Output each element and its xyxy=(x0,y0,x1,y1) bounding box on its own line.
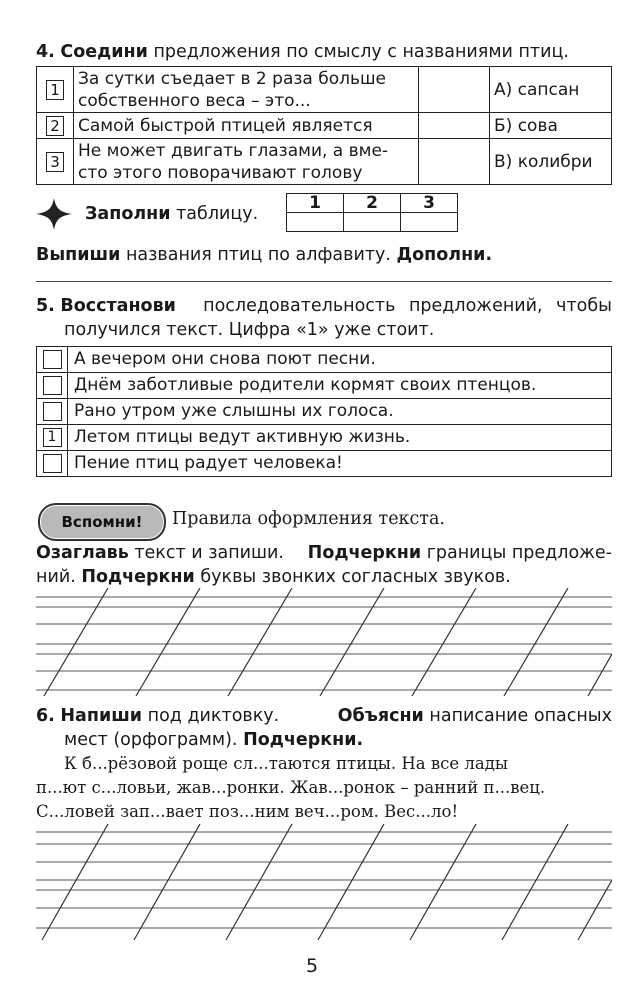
write-text: названия птиц по алфавиту. xyxy=(125,245,391,265)
task5-heading xyxy=(36,294,612,318)
answer-header: 1 xyxy=(287,194,344,213)
task6-line2-pre: мест (орфограмм). xyxy=(64,730,238,750)
task6-heading xyxy=(36,704,612,728)
task5-instruction-line1 xyxy=(36,541,612,565)
sequence-sentence: Летом птицы ведут активную жизнь. xyxy=(68,425,612,451)
match-blank-cell[interactable] xyxy=(419,113,490,139)
task5-verb: Восстанови xyxy=(60,296,176,316)
sequence-table xyxy=(36,346,612,477)
sequence-sentence: Рано утром уже слышны их голоса. xyxy=(68,399,612,425)
match-answer: Б) сова xyxy=(490,113,612,139)
match-sentence-line: сто этого поворачивают голову xyxy=(78,162,363,183)
underline-text: границы предложе- xyxy=(426,543,612,563)
answer-cell[interactable] xyxy=(401,213,458,232)
fill-text: таблицу. xyxy=(176,204,259,224)
match-sentence-line: Не может двигать глазами, а вме- xyxy=(78,140,389,161)
task5-text: последовательность предложений, чтобы xyxy=(203,296,612,316)
answer-table xyxy=(286,193,458,232)
order-box[interactable] xyxy=(43,402,62,421)
fill-verb: Заполни xyxy=(85,204,171,224)
remember-text: Правила оформления текста. xyxy=(172,509,445,529)
task6-rest: написание опасных xyxy=(429,706,612,726)
task6-verb2: Объясни xyxy=(337,706,424,726)
sequence-row xyxy=(37,425,612,451)
match-sentence-line: Самой быстрой птицей является xyxy=(78,115,373,136)
title-verb: Озаглавь xyxy=(36,543,129,563)
answer-cell[interactable] xyxy=(344,213,401,232)
sequence-sentence: Днём заботливые родители кормят своих птенцов. xyxy=(68,373,612,399)
dictation-line: С...ловей зап...вает поз...ним веч...ром. Вес...ло! xyxy=(36,802,459,821)
task4-number: 4. xyxy=(36,42,55,62)
match-sentence-line: собственного веса – это... xyxy=(78,90,311,111)
task6-number: 6. xyxy=(36,706,55,726)
order-box[interactable] xyxy=(43,350,62,369)
task6-line2-verb: Подчеркни. xyxy=(243,730,364,750)
answer-cell[interactable] xyxy=(287,213,344,232)
match-answer: В) колибри xyxy=(490,139,612,185)
match-row-2 xyxy=(37,113,612,139)
star-diamond-icon xyxy=(36,198,72,230)
order-box[interactable]: 1 xyxy=(43,428,62,447)
match-sentence-line: За сутки съедает в 2 раза больше xyxy=(78,68,387,89)
match-number-box: 3 xyxy=(46,152,64,172)
sequence-row xyxy=(37,347,612,373)
add-verb: Дополни. xyxy=(396,245,493,265)
dictation-line: п...ют с...ловьи, жав...ронки. Жав...ронок – ранний п...вец. xyxy=(36,778,546,797)
page-number: 5 xyxy=(305,955,319,977)
sequence-sentence: Пение птиц радует человека! xyxy=(68,451,612,477)
task4-text: предложения по смыслу с названиями птиц. xyxy=(153,42,569,62)
answer-header: 2 xyxy=(344,194,401,213)
answer-header: 3 xyxy=(401,194,458,213)
writing-grid-2[interactable] xyxy=(36,824,612,944)
task4-heading xyxy=(36,40,569,64)
match-answer: А) сапсан xyxy=(490,67,612,113)
underline-verb: Подчеркни xyxy=(307,543,422,563)
remember-cloud-badge xyxy=(38,503,166,541)
match-row-1 xyxy=(37,67,612,113)
line2-pre: ний. xyxy=(36,567,76,587)
task5-number: 5. xyxy=(36,296,55,316)
matching-table xyxy=(36,66,612,185)
order-box[interactable] xyxy=(43,376,62,395)
task6-mid: под диктовку. xyxy=(147,706,280,726)
sequence-row xyxy=(37,451,612,477)
line2-verb: Подчеркни xyxy=(81,567,195,587)
order-box[interactable] xyxy=(43,454,62,473)
title-text: текст и запиши. xyxy=(134,543,284,563)
task6-verb: Напиши xyxy=(60,706,143,726)
sequence-sentence: А вечером они снова поют песни. xyxy=(68,347,612,373)
sequence-row xyxy=(37,373,612,399)
writing-grid[interactable] xyxy=(36,588,612,698)
match-number-box: 1 xyxy=(46,80,64,100)
match-blank-cell[interactable] xyxy=(419,139,490,185)
line2-text: буквы звонких согласных звуков. xyxy=(200,567,511,587)
task4-verb: Соедини xyxy=(60,42,148,62)
task5-text-line2: получился текст. Цифра «1» уже стоит. xyxy=(64,320,435,340)
write-out-instruction xyxy=(36,243,492,267)
match-row-3 xyxy=(37,139,612,185)
remember-badge-label: Вспомни! xyxy=(61,513,143,531)
match-blank-cell[interactable] xyxy=(419,67,490,113)
write-verb: Выпиши xyxy=(36,245,121,265)
task6-line2 xyxy=(64,728,363,752)
dictation-line: К б...рёзовой роще сл...таются птицы. На все лады xyxy=(64,754,509,773)
fill-table-instruction xyxy=(85,202,258,226)
answer-line[interactable] xyxy=(36,281,612,282)
task5-instruction-line2 xyxy=(36,565,511,589)
match-number-box: 2 xyxy=(46,116,64,136)
sequence-row xyxy=(37,399,612,425)
